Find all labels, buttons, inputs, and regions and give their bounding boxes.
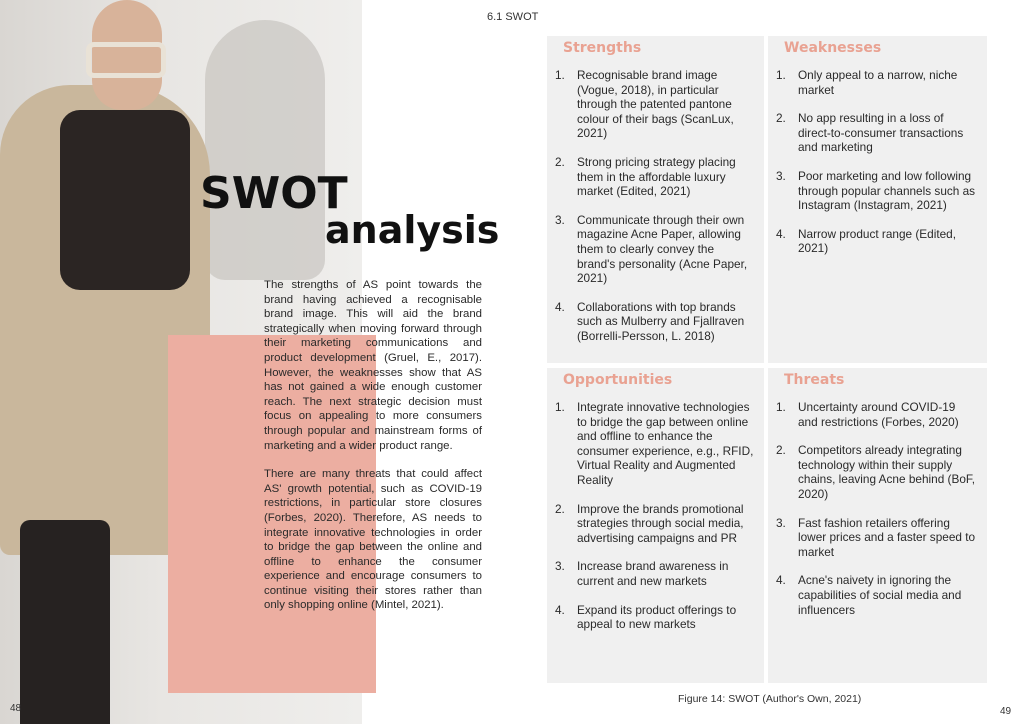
strengths-list [555, 68, 754, 344]
page-title-analysis: analysis [325, 208, 500, 252]
section-label: 6.1 SWOT [487, 11, 539, 23]
threats-quadrant [768, 368, 987, 683]
model-coat-leather [60, 110, 190, 290]
list-item: 2. Competitors already integrating technology within their supply chains, leaving Acne behind (BoF, 2020) [776, 443, 976, 501]
list-item: 1. Integrate innovative technologies to bridge the gap between online and offline to enhance the consumer experience, e.g., RFID, Virtual Reality and Augmented Reality [555, 400, 754, 487]
analysis-paragraph: The strengths of AS point towards the brand having achieved a recognisable brand image. This will aid the brand strategically when moving forward through their marketing communications and product development (Gruel, E., 2017). However, the weaknesses show that AS has not gained a wide enough customer reach. The next strategic decision must focus on appealing to more consumers through popular and mainstream forms of marketing and a wider product range. [264, 279, 482, 452]
threats-list [776, 400, 977, 617]
list-item: 4. Expand its product offerings to appeal to new markets [555, 602, 737, 632]
list-item: 3. Fast fashion retailers offering lower prices and a faster speed to market [776, 515, 976, 559]
list-item: 3. Communicate through their own magazine Acne Paper, allowing them to clearly convey the brand's personality (Acne Paper, 2021) [555, 212, 748, 286]
model-shadow [205, 20, 325, 280]
list-item: 2. Strong pricing strategy placing them in the affordable luxury market (Edited, 2021) [555, 154, 736, 199]
opportunities-quadrant [547, 368, 764, 683]
list-item: 4. Collaborations with top brands such as Mulberry and Fjallraven (Borrelli-Persson, L. 2018) [555, 299, 745, 343]
list-item: 1. Recognisable brand image (Vogue, 2018), in particular through the patented pantone colour of their bags (ScanLux, 2021) [555, 68, 734, 141]
list-item: 2. Improve the brands promotional strategies through social media, advertising campaigns and PR [555, 501, 744, 545]
analysis-body [264, 278, 482, 627]
page-title-swot: SWOT [200, 168, 348, 219]
page-number-right: 49 [1000, 706, 1012, 717]
threats-title: Threats [784, 372, 845, 388]
page-number-left: 48 [10, 703, 22, 714]
analysis-paragraph: There are many threats that could affect AS' growth potential, such as COVID-19 restrictions, in particular store closures (Forbes, 2020). Therefore, AS needs to integrate innovative technologies in order to bridge the gap between the online and offline to enhance the consumer experience and encourage consumers to continue visiting their stores rather than only shopping online (Mintel, 2021). [264, 468, 482, 612]
strengths-quadrant [547, 36, 764, 363]
weaknesses-quadrant [768, 36, 987, 363]
weaknesses-list [776, 68, 977, 256]
list-item: 1. Only appeal to a narrow, niche market [776, 68, 958, 97]
list-item: 3. Poor marketing and low following through popular channels such as Instagram (Instagram, 2021) [776, 168, 976, 213]
list-item: 4. Narrow product range (Edited, 2021) [776, 226, 957, 256]
opportunities-title: Opportunities [563, 372, 673, 388]
weaknesses-title: Weaknesses [784, 40, 882, 56]
list-item: 4. Acne's naivety in ignoring the capabilities of social media and influencers [776, 573, 962, 617]
opportunities-list [555, 400, 754, 632]
list-item: 2. No app resulting in a loss of direct-to-consumer transactions and marketing [776, 111, 964, 155]
figure-caption: Figure 14: SWOT (Author's Own, 2021) [678, 693, 862, 705]
strengths-title: Strengths [563, 40, 642, 56]
list-item: 3. Increase brand awareness in current and new markets [555, 559, 729, 588]
list-item: 1. Uncertainty around COVID-19 and restrictions (Forbes, 2020) [776, 400, 959, 429]
model-glasses [86, 42, 166, 78]
model-legs [20, 520, 110, 724]
